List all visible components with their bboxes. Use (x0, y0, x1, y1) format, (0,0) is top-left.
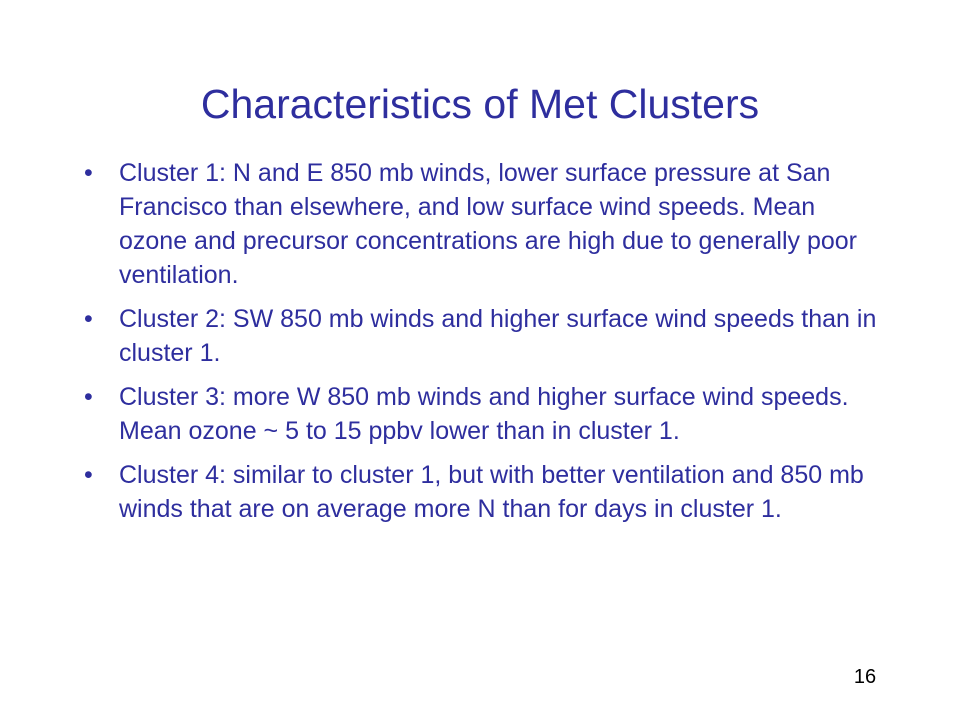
bullet-list (80, 156, 880, 536)
bullet-text: Cluster 2: SW 850 mb winds and higher surface wind speeds than in cluster 1. (119, 305, 877, 367)
slide-title: Characteristics of Met Clusters (200, 81, 760, 127)
bullet-item-cluster-3 (80, 380, 880, 448)
bullet-text: Cluster 3: more W 850 mb winds and higher surface wind speeds. Mean ozone ~ 5 to 15 ppbv lower than in cluster 1. (119, 383, 849, 445)
bullet-glyph: • (84, 159, 93, 187)
bullet-item-cluster-1 (80, 156, 880, 292)
bullet-glyph: • (84, 305, 93, 333)
bullet-item-cluster-4 (80, 458, 880, 526)
bullet-text: Cluster 1: N and E 850 mb winds, lower surface pressure at San Francisco than elsewhere, and low surface wind speeds. Mean ozone and precursor concentrations are high due to generally poor ventilation. (119, 159, 857, 289)
page-number: 16 (853, 666, 877, 688)
bullet-glyph: • (84, 383, 93, 411)
bullet-glyph: • (84, 461, 93, 489)
bullet-item-cluster-2 (80, 302, 880, 370)
bullet-text: Cluster 4: similar to cluster 1, but with better ventilation and 850 mb winds that are on average more N than for days in cluster 1. (119, 461, 864, 523)
